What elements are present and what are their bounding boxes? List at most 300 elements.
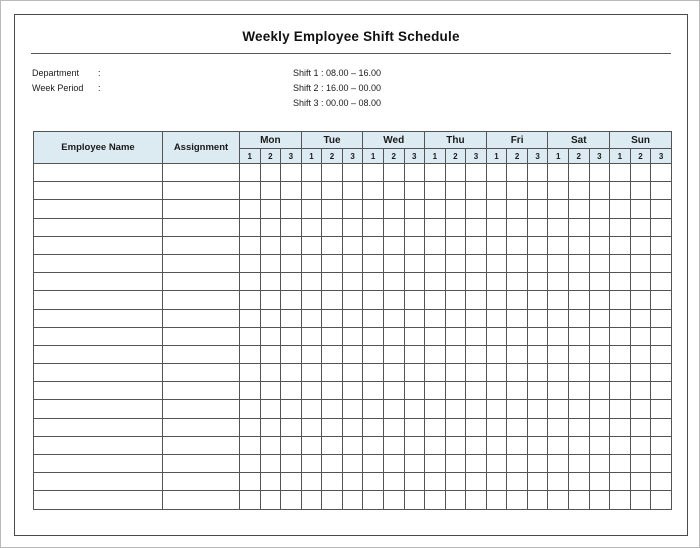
cell-shift-slot[interactable] — [589, 455, 610, 473]
cell-shift-slot[interactable] — [322, 309, 343, 327]
cell-shift-slot[interactable] — [363, 455, 384, 473]
cell-shift-slot[interactable] — [383, 473, 404, 491]
cell-shift-slot[interactable] — [425, 418, 446, 436]
cell-shift-slot[interactable] — [569, 345, 590, 363]
cell-shift-slot[interactable] — [342, 182, 363, 200]
cell-shift-slot[interactable] — [527, 309, 548, 327]
cell-shift-slot[interactable] — [527, 345, 548, 363]
cell-shift-slot[interactable] — [363, 309, 384, 327]
cell-shift-slot[interactable] — [507, 182, 528, 200]
cell-shift-slot[interactable] — [404, 345, 425, 363]
cell-shift-slot[interactable] — [589, 291, 610, 309]
cell-shift-slot[interactable] — [569, 473, 590, 491]
cell-shift-slot[interactable] — [486, 455, 507, 473]
cell-shift-slot[interactable] — [651, 309, 672, 327]
cell-shift-slot[interactable] — [342, 236, 363, 254]
cell-shift-slot[interactable] — [589, 200, 610, 218]
cell-shift-slot[interactable] — [301, 200, 322, 218]
cell-shift-slot[interactable] — [610, 327, 631, 345]
cell-shift-slot[interactable] — [651, 273, 672, 291]
cell-shift-slot[interactable] — [322, 491, 343, 509]
cell-shift-slot[interactable] — [548, 345, 569, 363]
cell-employee-name[interactable] — [34, 491, 163, 509]
cell-shift-slot[interactable] — [383, 436, 404, 454]
cell-shift-slot[interactable] — [651, 345, 672, 363]
cell-shift-slot[interactable] — [240, 164, 261, 182]
cell-shift-slot[interactable] — [527, 382, 548, 400]
cell-shift-slot[interactable] — [425, 345, 446, 363]
cell-shift-slot[interactable] — [507, 400, 528, 418]
cell-shift-slot[interactable] — [425, 164, 446, 182]
cell-shift-slot[interactable] — [569, 218, 590, 236]
cell-assignment[interactable] — [163, 273, 240, 291]
cell-shift-slot[interactable] — [342, 364, 363, 382]
cell-shift-slot[interactable] — [383, 382, 404, 400]
cell-shift-slot[interactable] — [651, 164, 672, 182]
cell-shift-slot[interactable] — [630, 164, 651, 182]
cell-shift-slot[interactable] — [445, 364, 466, 382]
cell-shift-slot[interactable] — [548, 200, 569, 218]
cell-shift-slot[interactable] — [445, 473, 466, 491]
cell-shift-slot[interactable] — [383, 254, 404, 272]
cell-shift-slot[interactable] — [651, 382, 672, 400]
cell-shift-slot[interactable] — [281, 345, 302, 363]
cell-shift-slot[interactable] — [404, 491, 425, 509]
cell-shift-slot[interactable] — [301, 218, 322, 236]
cell-shift-slot[interactable] — [281, 455, 302, 473]
cell-shift-slot[interactable] — [610, 400, 631, 418]
cell-shift-slot[interactable] — [281, 418, 302, 436]
cell-shift-slot[interactable] — [301, 291, 322, 309]
cell-shift-slot[interactable] — [527, 164, 548, 182]
cell-shift-slot[interactable] — [260, 164, 281, 182]
cell-shift-slot[interactable] — [445, 382, 466, 400]
cell-shift-slot[interactable] — [507, 236, 528, 254]
cell-shift-slot[interactable] — [342, 382, 363, 400]
cell-shift-slot[interactable] — [322, 200, 343, 218]
cell-shift-slot[interactable] — [486, 200, 507, 218]
cell-shift-slot[interactable] — [569, 382, 590, 400]
cell-shift-slot[interactable] — [548, 182, 569, 200]
cell-employee-name[interactable] — [34, 327, 163, 345]
cell-shift-slot[interactable] — [630, 218, 651, 236]
cell-shift-slot[interactable] — [527, 200, 548, 218]
cell-shift-slot[interactable] — [363, 254, 384, 272]
cell-shift-slot[interactable] — [240, 182, 261, 200]
cell-shift-slot[interactable] — [322, 273, 343, 291]
cell-shift-slot[interactable] — [589, 164, 610, 182]
cell-shift-slot[interactable] — [548, 291, 569, 309]
cell-shift-slot[interactable] — [569, 236, 590, 254]
cell-shift-slot[interactable] — [342, 200, 363, 218]
cell-employee-name[interactable] — [34, 254, 163, 272]
cell-shift-slot[interactable] — [445, 218, 466, 236]
cell-shift-slot[interactable] — [322, 473, 343, 491]
cell-shift-slot[interactable] — [486, 400, 507, 418]
cell-assignment[interactable] — [163, 345, 240, 363]
cell-shift-slot[interactable] — [363, 418, 384, 436]
cell-shift-slot[interactable] — [548, 455, 569, 473]
cell-shift-slot[interactable] — [260, 473, 281, 491]
cell-shift-slot[interactable] — [507, 273, 528, 291]
cell-shift-slot[interactable] — [466, 491, 487, 509]
cell-shift-slot[interactable] — [527, 291, 548, 309]
cell-shift-slot[interactable] — [589, 382, 610, 400]
cell-shift-slot[interactable] — [301, 455, 322, 473]
cell-shift-slot[interactable] — [569, 291, 590, 309]
cell-shift-slot[interactable] — [569, 254, 590, 272]
cell-shift-slot[interactable] — [445, 254, 466, 272]
cell-shift-slot[interactable] — [610, 218, 631, 236]
cell-shift-slot[interactable] — [301, 254, 322, 272]
cell-shift-slot[interactable] — [548, 273, 569, 291]
cell-shift-slot[interactable] — [486, 273, 507, 291]
cell-shift-slot[interactable] — [383, 400, 404, 418]
cell-shift-slot[interactable] — [240, 309, 261, 327]
cell-shift-slot[interactable] — [425, 327, 446, 345]
cell-shift-slot[interactable] — [589, 327, 610, 345]
cell-shift-slot[interactable] — [651, 400, 672, 418]
cell-shift-slot[interactable] — [281, 382, 302, 400]
cell-shift-slot[interactable] — [363, 182, 384, 200]
cell-shift-slot[interactable] — [404, 200, 425, 218]
cell-assignment[interactable] — [163, 364, 240, 382]
cell-shift-slot[interactable] — [383, 182, 404, 200]
cell-shift-slot[interactable] — [589, 309, 610, 327]
cell-shift-slot[interactable] — [363, 382, 384, 400]
cell-shift-slot[interactable] — [240, 491, 261, 509]
cell-shift-slot[interactable] — [425, 200, 446, 218]
cell-shift-slot[interactable] — [630, 491, 651, 509]
cell-shift-slot[interactable] — [527, 218, 548, 236]
cell-shift-slot[interactable] — [527, 455, 548, 473]
cell-shift-slot[interactable] — [322, 436, 343, 454]
cell-shift-slot[interactable] — [486, 182, 507, 200]
cell-shift-slot[interactable] — [425, 473, 446, 491]
cell-shift-slot[interactable] — [548, 418, 569, 436]
cell-shift-slot[interactable] — [486, 236, 507, 254]
cell-shift-slot[interactable] — [569, 418, 590, 436]
cell-shift-slot[interactable] — [383, 236, 404, 254]
cell-shift-slot[interactable] — [527, 273, 548, 291]
cell-shift-slot[interactable] — [404, 455, 425, 473]
cell-shift-slot[interactable] — [651, 200, 672, 218]
cell-shift-slot[interactable] — [589, 418, 610, 436]
cell-shift-slot[interactable] — [445, 436, 466, 454]
cell-shift-slot[interactable] — [240, 382, 261, 400]
cell-shift-slot[interactable] — [260, 491, 281, 509]
cell-shift-slot[interactable] — [240, 327, 261, 345]
cell-shift-slot[interactable] — [630, 455, 651, 473]
cell-shift-slot[interactable] — [342, 491, 363, 509]
cell-shift-slot[interactable] — [651, 254, 672, 272]
cell-employee-name[interactable] — [34, 400, 163, 418]
cell-shift-slot[interactable] — [301, 418, 322, 436]
cell-shift-slot[interactable] — [260, 327, 281, 345]
cell-shift-slot[interactable] — [404, 291, 425, 309]
cell-assignment[interactable] — [163, 309, 240, 327]
cell-shift-slot[interactable] — [425, 455, 446, 473]
cell-shift-slot[interactable] — [301, 236, 322, 254]
cell-shift-slot[interactable] — [260, 309, 281, 327]
cell-shift-slot[interactable] — [507, 164, 528, 182]
cell-shift-slot[interactable] — [569, 400, 590, 418]
cell-assignment[interactable] — [163, 400, 240, 418]
cell-assignment[interactable] — [163, 291, 240, 309]
cell-assignment[interactable] — [163, 327, 240, 345]
cell-shift-slot[interactable] — [240, 418, 261, 436]
cell-shift-slot[interactable] — [383, 418, 404, 436]
cell-shift-slot[interactable] — [610, 164, 631, 182]
cell-shift-slot[interactable] — [445, 291, 466, 309]
cell-shift-slot[interactable] — [507, 436, 528, 454]
cell-shift-slot[interactable] — [383, 291, 404, 309]
cell-shift-slot[interactable] — [589, 236, 610, 254]
cell-shift-slot[interactable] — [610, 291, 631, 309]
cell-shift-slot[interactable] — [486, 418, 507, 436]
cell-shift-slot[interactable] — [240, 364, 261, 382]
cell-shift-slot[interactable] — [651, 455, 672, 473]
cell-shift-slot[interactable] — [507, 309, 528, 327]
cell-shift-slot[interactable] — [363, 473, 384, 491]
cell-shift-slot[interactable] — [281, 473, 302, 491]
cell-shift-slot[interactable] — [260, 218, 281, 236]
cell-shift-slot[interactable] — [589, 473, 610, 491]
cell-shift-slot[interactable] — [425, 382, 446, 400]
cell-assignment[interactable] — [163, 254, 240, 272]
cell-shift-slot[interactable] — [610, 182, 631, 200]
cell-shift-slot[interactable] — [342, 400, 363, 418]
cell-shift-slot[interactable] — [466, 436, 487, 454]
cell-shift-slot[interactable] — [240, 436, 261, 454]
cell-shift-slot[interactable] — [466, 273, 487, 291]
cell-shift-slot[interactable] — [589, 400, 610, 418]
cell-shift-slot[interactable] — [404, 218, 425, 236]
cell-shift-slot[interactable] — [630, 200, 651, 218]
cell-employee-name[interactable] — [34, 473, 163, 491]
cell-shift-slot[interactable] — [322, 164, 343, 182]
cell-shift-slot[interactable] — [240, 254, 261, 272]
cell-shift-slot[interactable] — [486, 254, 507, 272]
cell-shift-slot[interactable] — [383, 345, 404, 363]
cell-employee-name[interactable] — [34, 364, 163, 382]
cell-shift-slot[interactable] — [260, 200, 281, 218]
cell-employee-name[interactable] — [34, 273, 163, 291]
cell-shift-slot[interactable] — [363, 236, 384, 254]
cell-shift-slot[interactable] — [466, 182, 487, 200]
cell-shift-slot[interactable] — [404, 327, 425, 345]
cell-assignment[interactable] — [163, 382, 240, 400]
cell-shift-slot[interactable] — [301, 382, 322, 400]
cell-shift-slot[interactable] — [445, 491, 466, 509]
cell-shift-slot[interactable] — [342, 327, 363, 345]
cell-shift-slot[interactable] — [527, 418, 548, 436]
cell-shift-slot[interactable] — [322, 400, 343, 418]
cell-shift-slot[interactable] — [363, 491, 384, 509]
cell-shift-slot[interactable] — [651, 236, 672, 254]
cell-shift-slot[interactable] — [342, 436, 363, 454]
cell-shift-slot[interactable] — [651, 182, 672, 200]
cell-employee-name[interactable] — [34, 218, 163, 236]
cell-shift-slot[interactable] — [363, 400, 384, 418]
cell-shift-slot[interactable] — [527, 182, 548, 200]
cell-employee-name[interactable] — [34, 291, 163, 309]
cell-shift-slot[interactable] — [507, 473, 528, 491]
cell-shift-slot[interactable] — [240, 291, 261, 309]
cell-shift-slot[interactable] — [240, 400, 261, 418]
cell-employee-name[interactable] — [34, 436, 163, 454]
cell-shift-slot[interactable] — [404, 182, 425, 200]
cell-shift-slot[interactable] — [466, 382, 487, 400]
cell-shift-slot[interactable] — [466, 254, 487, 272]
cell-shift-slot[interactable] — [260, 400, 281, 418]
cell-shift-slot[interactable] — [342, 291, 363, 309]
cell-shift-slot[interactable] — [548, 436, 569, 454]
cell-shift-slot[interactable] — [548, 164, 569, 182]
cell-shift-slot[interactable] — [548, 400, 569, 418]
cell-shift-slot[interactable] — [260, 254, 281, 272]
cell-shift-slot[interactable] — [589, 364, 610, 382]
cell-employee-name[interactable] — [34, 164, 163, 182]
cell-shift-slot[interactable] — [240, 218, 261, 236]
cell-shift-slot[interactable] — [589, 254, 610, 272]
cell-shift-slot[interactable] — [404, 436, 425, 454]
cell-assignment[interactable] — [163, 182, 240, 200]
cell-shift-slot[interactable] — [651, 218, 672, 236]
cell-shift-slot[interactable] — [383, 364, 404, 382]
cell-employee-name[interactable] — [34, 236, 163, 254]
cell-shift-slot[interactable] — [610, 382, 631, 400]
cell-shift-slot[interactable] — [527, 327, 548, 345]
cell-shift-slot[interactable] — [527, 400, 548, 418]
cell-shift-slot[interactable] — [630, 436, 651, 454]
cell-shift-slot[interactable] — [527, 491, 548, 509]
cell-shift-slot[interactable] — [486, 436, 507, 454]
cell-shift-slot[interactable] — [610, 436, 631, 454]
cell-shift-slot[interactable] — [425, 491, 446, 509]
cell-shift-slot[interactable] — [651, 436, 672, 454]
cell-employee-name[interactable] — [34, 418, 163, 436]
cell-assignment[interactable] — [163, 436, 240, 454]
cell-shift-slot[interactable] — [404, 254, 425, 272]
cell-shift-slot[interactable] — [610, 491, 631, 509]
cell-shift-slot[interactable] — [548, 254, 569, 272]
cell-shift-slot[interactable] — [527, 436, 548, 454]
cell-shift-slot[interactable] — [527, 254, 548, 272]
cell-shift-slot[interactable] — [630, 291, 651, 309]
cell-shift-slot[interactable] — [281, 200, 302, 218]
cell-shift-slot[interactable] — [301, 327, 322, 345]
cell-shift-slot[interactable] — [630, 327, 651, 345]
cell-shift-slot[interactable] — [404, 164, 425, 182]
cell-employee-name[interactable] — [34, 345, 163, 363]
cell-shift-slot[interactable] — [425, 218, 446, 236]
cell-shift-slot[interactable] — [610, 254, 631, 272]
cell-shift-slot[interactable] — [610, 273, 631, 291]
cell-shift-slot[interactable] — [507, 364, 528, 382]
cell-shift-slot[interactable] — [486, 218, 507, 236]
cell-shift-slot[interactable] — [404, 364, 425, 382]
cell-shift-slot[interactable] — [569, 327, 590, 345]
cell-shift-slot[interactable] — [404, 418, 425, 436]
cell-shift-slot[interactable] — [569, 364, 590, 382]
cell-shift-slot[interactable] — [281, 218, 302, 236]
cell-shift-slot[interactable] — [240, 273, 261, 291]
cell-shift-slot[interactable] — [363, 436, 384, 454]
cell-employee-name[interactable] — [34, 182, 163, 200]
cell-shift-slot[interactable] — [507, 418, 528, 436]
cell-shift-slot[interactable] — [548, 491, 569, 509]
cell-shift-slot[interactable] — [548, 236, 569, 254]
cell-shift-slot[interactable] — [445, 418, 466, 436]
cell-shift-slot[interactable] — [610, 473, 631, 491]
cell-shift-slot[interactable] — [527, 364, 548, 382]
cell-shift-slot[interactable] — [466, 200, 487, 218]
cell-shift-slot[interactable] — [363, 218, 384, 236]
cell-shift-slot[interactable] — [466, 327, 487, 345]
cell-shift-slot[interactable] — [322, 382, 343, 400]
cell-assignment[interactable] — [163, 491, 240, 509]
cell-shift-slot[interactable] — [383, 327, 404, 345]
cell-shift-slot[interactable] — [322, 291, 343, 309]
cell-shift-slot[interactable] — [445, 273, 466, 291]
cell-shift-slot[interactable] — [527, 236, 548, 254]
cell-shift-slot[interactable] — [466, 473, 487, 491]
cell-shift-slot[interactable] — [630, 309, 651, 327]
cell-shift-slot[interactable] — [322, 236, 343, 254]
cell-shift-slot[interactable] — [466, 218, 487, 236]
cell-shift-slot[interactable] — [363, 291, 384, 309]
cell-shift-slot[interactable] — [630, 382, 651, 400]
cell-employee-name[interactable] — [34, 309, 163, 327]
cell-shift-slot[interactable] — [322, 254, 343, 272]
cell-shift-slot[interactable] — [507, 218, 528, 236]
cell-shift-slot[interactable] — [651, 327, 672, 345]
cell-assignment[interactable] — [163, 218, 240, 236]
cell-shift-slot[interactable] — [301, 473, 322, 491]
cell-shift-slot[interactable] — [383, 273, 404, 291]
cell-shift-slot[interactable] — [342, 164, 363, 182]
cell-assignment[interactable] — [163, 164, 240, 182]
cell-shift-slot[interactable] — [425, 364, 446, 382]
cell-shift-slot[interactable] — [548, 327, 569, 345]
cell-shift-slot[interactable] — [589, 273, 610, 291]
cell-shift-slot[interactable] — [301, 491, 322, 509]
cell-shift-slot[interactable] — [363, 164, 384, 182]
cell-shift-slot[interactable] — [610, 200, 631, 218]
cell-shift-slot[interactable] — [404, 236, 425, 254]
cell-shift-slot[interactable] — [466, 400, 487, 418]
cell-shift-slot[interactable] — [569, 182, 590, 200]
cell-shift-slot[interactable] — [363, 327, 384, 345]
cell-shift-slot[interactable] — [260, 273, 281, 291]
cell-shift-slot[interactable] — [630, 345, 651, 363]
cell-shift-slot[interactable] — [404, 273, 425, 291]
cell-shift-slot[interactable] — [301, 273, 322, 291]
cell-shift-slot[interactable] — [342, 273, 363, 291]
cell-shift-slot[interactable] — [301, 364, 322, 382]
cell-shift-slot[interactable] — [281, 309, 302, 327]
cell-shift-slot[interactable] — [486, 164, 507, 182]
cell-shift-slot[interactable] — [589, 491, 610, 509]
cell-shift-slot[interactable] — [486, 364, 507, 382]
cell-shift-slot[interactable] — [281, 182, 302, 200]
cell-shift-slot[interactable] — [281, 291, 302, 309]
cell-shift-slot[interactable] — [486, 309, 507, 327]
cell-shift-slot[interactable] — [569, 491, 590, 509]
cell-shift-slot[interactable] — [486, 382, 507, 400]
cell-shift-slot[interactable] — [301, 345, 322, 363]
